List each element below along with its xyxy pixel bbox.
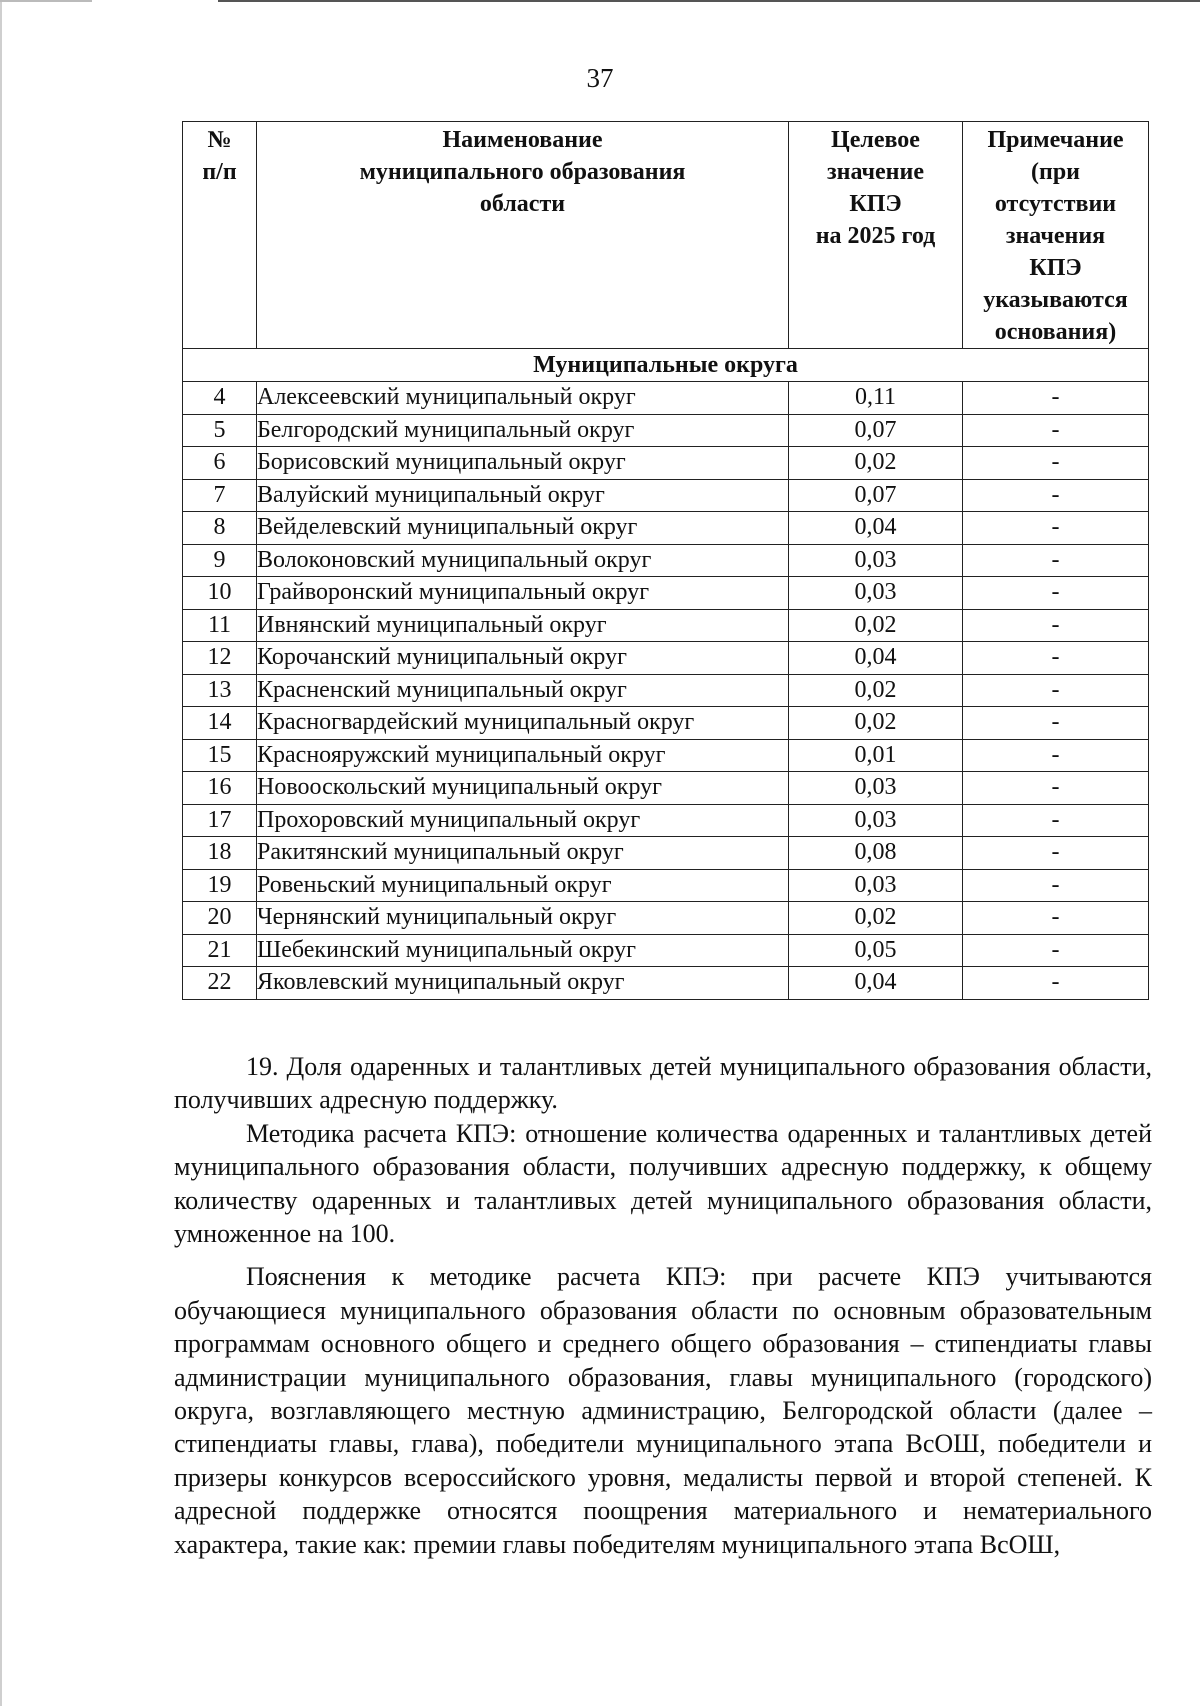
scan-edge-top-left <box>0 0 92 2</box>
row-note: - <box>963 707 1149 740</box>
row-target-value: 0,04 <box>789 512 963 545</box>
table-row <box>183 382 1149 415</box>
row-target-value: 0,11 <box>789 382 963 415</box>
table-row <box>183 772 1149 805</box>
row-number: 22 <box>183 967 257 1000</box>
row-target-value: 0,03 <box>789 772 963 805</box>
row-municipality: Чернянский муниципальный округ <box>257 902 789 935</box>
row-target-value: 0,02 <box>789 707 963 740</box>
row-target-value: 0,02 <box>789 674 963 707</box>
row-target-value: 0,03 <box>789 577 963 610</box>
row-number: 7 <box>183 479 257 512</box>
row-number: 16 <box>183 772 257 805</box>
row-note: - <box>963 447 1149 480</box>
header-num-line: п/п <box>202 159 237 185</box>
table-row <box>183 447 1149 480</box>
row-number: 10 <box>183 577 257 610</box>
row-number: 8 <box>183 512 257 545</box>
row-target-value: 0,02 <box>789 447 963 480</box>
body-text <box>174 1050 1152 1561</box>
row-municipality: Волоконовский муниципальный округ <box>257 544 789 577</box>
header-note-line: основания) <box>994 319 1117 345</box>
row-target-value: 0,05 <box>789 934 963 967</box>
header-name-line: муниципального образования <box>359 159 686 185</box>
row-number: 11 <box>183 609 257 642</box>
row-note: - <box>963 902 1149 935</box>
paragraph-indicator-title: 19. Доля одаренных и талантливых детей муниципального образования области, получивших адресную поддержку. <box>174 1052 1152 1115</box>
header-note-line: указываются <box>983 287 1128 313</box>
row-municipality: Яковлевский муниципальный округ <box>257 967 789 1000</box>
row-note: - <box>963 479 1149 512</box>
row-target-value: 0,04 <box>789 967 963 1000</box>
row-target-value: 0,04 <box>789 642 963 675</box>
header-value-line: на 2025 год <box>815 223 936 249</box>
table-row <box>183 869 1149 902</box>
row-note: - <box>963 382 1149 415</box>
table-row <box>183 609 1149 642</box>
row-number: 12 <box>183 642 257 675</box>
paragraph-explanations: Пояснения к методике расчета КПЭ: при расчете КПЭ учитываются обучающиеся муниципального образования области по основным образовательным программам основного общего и среднего общего образования – стипендиаты главы администрации муниципального образования, главы муниципального (городского) округа, возглавляющего местную администрацию, Белгородской области (далее – стипендиаты главы, глава), победители муниципального этапа ВсОШ, победители и призеры конкурсов всероссийского уровня, медалисты первой и второй степеней. К адресной поддержке относятся поощрения материального и нематериального характера, такие как: премии главы победителям муниципального этапа ВсОШ, <box>174 1262 1152 1559</box>
row-municipality: Белгородский муниципальный округ <box>257 414 789 447</box>
row-number: 19 <box>183 869 257 902</box>
row-municipality: Новооскольский муниципальный округ <box>257 772 789 805</box>
row-number: 13 <box>183 674 257 707</box>
row-municipality: Борисовский муниципальный округ <box>257 447 789 480</box>
table-row <box>183 707 1149 740</box>
row-note: - <box>963 739 1149 772</box>
table-row <box>183 804 1149 837</box>
row-municipality: Ракитянский муниципальный округ <box>257 837 789 870</box>
row-note: - <box>963 804 1149 837</box>
row-municipality: Алексеевский муниципальный округ <box>257 382 789 415</box>
row-municipality: Прохоровский муниципальный округ <box>257 804 789 837</box>
header-note-title: Примечание <box>987 127 1124 153</box>
header-num-line: № <box>207 127 232 153</box>
row-municipality: Вейделевский муниципальный округ <box>257 512 789 545</box>
scan-edge-left <box>0 0 2 1706</box>
table-row <box>183 512 1149 545</box>
header-note <box>963 122 1149 349</box>
row-number: 4 <box>183 382 257 415</box>
row-note: - <box>963 869 1149 902</box>
header-value-line: КПЭ <box>849 191 902 217</box>
row-note: - <box>963 414 1149 447</box>
row-number: 15 <box>183 739 257 772</box>
header-num <box>183 122 257 349</box>
row-number: 6 <box>183 447 257 480</box>
table-row <box>183 544 1149 577</box>
row-municipality: Красненский муниципальный округ <box>257 674 789 707</box>
row-number: 17 <box>183 804 257 837</box>
row-number: 20 <box>183 902 257 935</box>
row-note: - <box>963 544 1149 577</box>
section-title: Муниципальные округа <box>183 349 1149 382</box>
row-municipality: Шебекинский муниципальный округ <box>257 934 789 967</box>
row-note: - <box>963 772 1149 805</box>
table-row <box>183 479 1149 512</box>
row-municipality: Краснояружский муниципальный округ <box>257 739 789 772</box>
scan-edge-top <box>218 0 1200 2</box>
kpe-table <box>182 121 1149 1000</box>
row-municipality: Красногвардейский муниципальный округ <box>257 707 789 740</box>
row-note: - <box>963 609 1149 642</box>
row-target-value: 0,03 <box>789 804 963 837</box>
row-number: 21 <box>183 934 257 967</box>
table-row <box>183 577 1149 610</box>
table-row <box>183 739 1149 772</box>
table-row <box>183 902 1149 935</box>
row-municipality: Грайворонский муниципальный округ <box>257 577 789 610</box>
table-row <box>183 414 1149 447</box>
paragraph-methodology: Методика расчета КПЭ: отношение количества одаренных и талантливых детей муниципального образования области, получивших адресную поддержку, к общему количеству одаренных и талантливых детей муниципального образования области, умноженное на 100. <box>174 1118 1152 1249</box>
header-name <box>257 122 789 349</box>
row-note: - <box>963 837 1149 870</box>
header-name-line: области <box>479 191 566 217</box>
table-row <box>183 837 1149 870</box>
row-target-value: 0,02 <box>789 609 963 642</box>
table-header-row <box>183 122 1149 349</box>
row-note: - <box>963 967 1149 1000</box>
row-target-value: 0,03 <box>789 544 963 577</box>
header-note-line: значения <box>1005 223 1106 249</box>
row-note: - <box>963 642 1149 675</box>
table-row <box>183 642 1149 675</box>
row-number: 5 <box>183 414 257 447</box>
row-municipality: Ивнянский муниципальный округ <box>257 609 789 642</box>
table-row <box>183 674 1149 707</box>
header-note-line: КПЭ <box>1029 255 1082 281</box>
header-value-line: значение <box>826 159 924 185</box>
row-note: - <box>963 934 1149 967</box>
row-number: 18 <box>183 837 257 870</box>
row-municipality: Ровеньский муниципальный округ <box>257 869 789 902</box>
section-row <box>183 349 1149 382</box>
header-value-line: Целевое <box>831 127 920 153</box>
row-target-value: 0,08 <box>789 837 963 870</box>
row-target-value: 0,03 <box>789 869 963 902</box>
table-row <box>183 967 1149 1000</box>
page-number: 37 <box>586 63 614 93</box>
row-number: 9 <box>183 544 257 577</box>
row-municipality: Корочанский муниципальный округ <box>257 642 789 675</box>
row-target-value: 0,07 <box>789 414 963 447</box>
header-name-line: Наименование <box>442 127 603 153</box>
row-note: - <box>963 512 1149 545</box>
header-value <box>789 122 963 349</box>
table-row <box>183 934 1149 967</box>
header-note-line: отсутствии <box>994 191 1117 217</box>
header-note-line: (при <box>1031 159 1080 185</box>
row-target-value: 0,07 <box>789 479 963 512</box>
row-note: - <box>963 577 1149 610</box>
row-municipality: Валуйский муниципальный округ <box>257 479 789 512</box>
row-target-value: 0,02 <box>789 902 963 935</box>
row-target-value: 0,01 <box>789 739 963 772</box>
row-number: 14 <box>183 707 257 740</box>
row-note: - <box>963 674 1149 707</box>
